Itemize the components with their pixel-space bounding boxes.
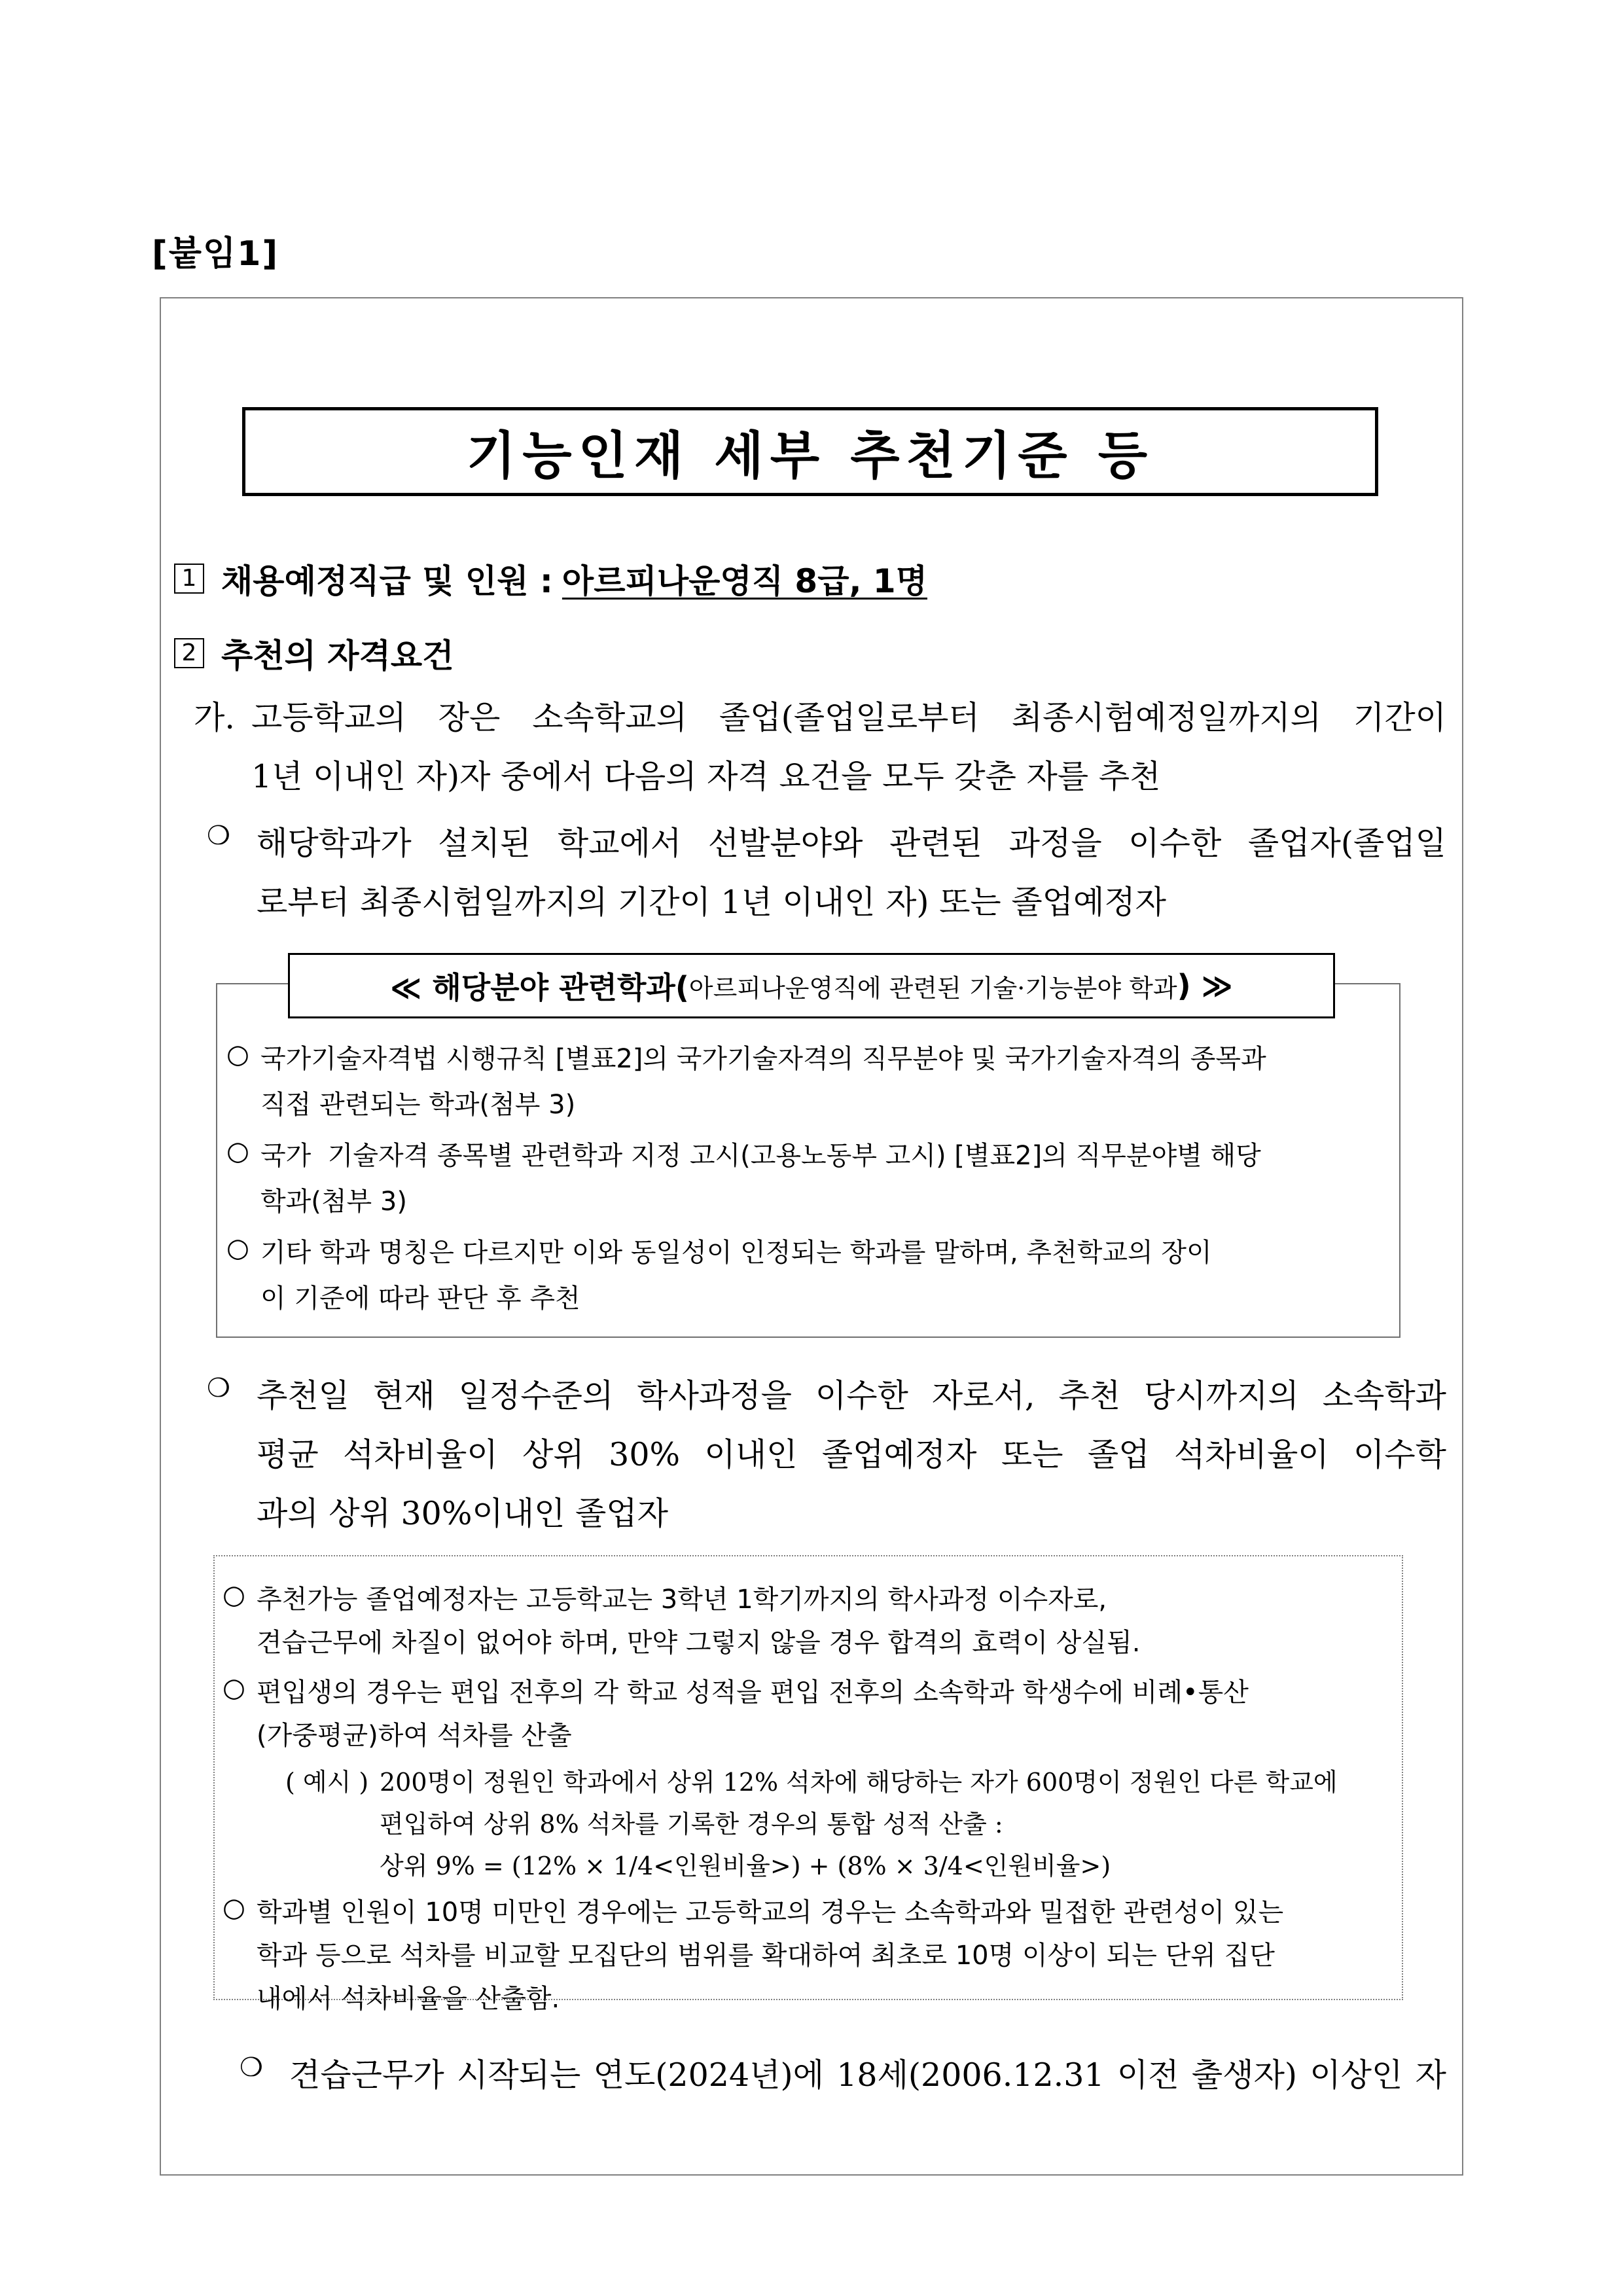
section-2-label: 추천의 자격요건: [221, 637, 454, 675]
box1-title-close: ) ≫: [1177, 968, 1233, 1003]
section-1-value: 아르피나운영직 8급, 1명: [562, 562, 928, 600]
box2-item-2-line-2: (가중평균)하여 석차를 산출: [257, 1721, 572, 1751]
criterion-1-line-1: 해당학과가 설치된 학교에서 선발분야와 관련된 과정을 이수한 졸업자(졸업일: [257, 825, 1446, 862]
box1-item-2-line-2: 학과(첨부 3): [260, 1187, 407, 1217]
criterion-1-line-2: 로부터 최종시험일까지의 기간이 1년 이내인 자) 또는 졸업예정자: [257, 884, 1167, 921]
box2-item-1-line-1: 추천가능 졸업예정자는 고등학교는 3학년 1학기까지의 학사과정 이수자로,: [257, 1585, 1107, 1615]
box1-item-3-line-1: 기타 학과 명칭은 다르지만 이와 동일성이 인정되는 학과를 말하며, 추천학교의 장이: [260, 1238, 1212, 1268]
criterion-1-bullet: ❍: [207, 821, 230, 851]
criterion-3-line-1: 견습근무가 시작되는 연도(2024년)에 18세(2006.12.31 이전 출생자) 이상인 자: [289, 2056, 1446, 2094]
box2-item-2-line-1: 편입생의 경우는 편입 전후의 각 학교 성적을 편입 전후의 소속학과 학생수에 비례•통산: [257, 1677, 1249, 1708]
example-line-3: 상위 9% = (12% × 1/4<인원비율>) + (8% × 3/4<인원비율>): [380, 1852, 1111, 1880]
box2-item-1-line-2: 견습근무에 차질이 없어야 하며, 만약 그렇지 않을 경우 합격의 효력이 상실됨.: [257, 1628, 1141, 1658]
box2-item-3-line-2: 학과 등으로 석차를 비교할 모집단의 범위를 확대하여 최초로 10명 이상이 되는 단위 집단: [257, 1941, 1275, 1971]
box2-item-1-bullet: ○: [223, 1580, 245, 1610]
box2-item-3-line-1: 학과별 인원이 10명 미만인 경우에는 고등학교의 경우는 소속학과와 밀접한 관련성이 있는: [257, 1897, 1284, 1928]
attachment-label: [붙임1]: [152, 234, 279, 274]
example-line-1: 200명이 정원인 학과에서 상위 12% 석차에 해당하는 자가 600명이 정원인 다른 학교에: [380, 1768, 1338, 1797]
box1-item-2-line-1: 국가 기술자격 종목별 관련학과 지정 고시(고용노동부 고시) [별표2]의 직무분야별 해당: [260, 1141, 1261, 1171]
box2-item-2-bullet: ○: [223, 1673, 245, 1703]
box1-item-3-bullet: ○: [226, 1233, 249, 1263]
related-departments-title: [288, 953, 1335, 1018]
box1-item-2-bullet: ○: [226, 1136, 249, 1166]
box2-item-3-bullet: ○: [223, 1893, 245, 1923]
item-ga-line-2: 1년 이내인 자)자 중에서 다음의 자격 요건을 모두 갖춘 자를 추천: [251, 758, 1161, 795]
criterion-2-line-2: 평균 석차비율이 상위 30% 이내인 졸업예정자 또는 졸업 석차비율이 이수학: [257, 1436, 1446, 1473]
section-1-number: 1: [174, 564, 204, 594]
box1-title-open: ≪ 해당분야 관련학과(: [390, 970, 689, 1005]
box1-item-1-line-2: 직접 관련되는 학과(첨부 3): [260, 1090, 576, 1120]
box1-title-detail: 아르피나운영직에 관련된 기술·기능분야 학과: [688, 973, 1177, 1003]
section-2-heading: [174, 630, 454, 677]
box2-item-3-line-3: 내에서 석차비율을 산출함.: [257, 1984, 560, 2014]
item-ga-marker: 가.: [194, 699, 235, 736]
section-2-number: 2: [174, 638, 204, 668]
box1-item-3-line-2: 이 기준에 따라 판단 후 추천: [260, 1283, 580, 1314]
section-1-label: 채용예정직급 및 인원 :: [221, 562, 553, 600]
criterion-2-line-3: 과의 상위 30%이내인 졸업자: [257, 1495, 668, 1532]
criterion-3-bullet: ❍: [240, 2053, 263, 2083]
document-title: 기능인재 세부 추천기준 등: [242, 407, 1378, 496]
criterion-2-line-1: 추천일 현재 일정수준의 학사과정을 이수한 자로서, 추천 당시까지의 소속학과: [257, 1377, 1446, 1414]
example-line-2: 편입하여 상위 8% 석차를 기록한 경우의 통합 성적 산출 :: [380, 1810, 1003, 1839]
section-1-heading: [174, 555, 927, 602]
criterion-2-bullet: ❍: [207, 1373, 230, 1403]
example-label: ( 예시 ): [285, 1768, 369, 1797]
box1-item-1-bullet: ○: [226, 1039, 249, 1069]
item-ga-line-1: 고등학교의 장은 소속학교의 졸업(졸업일로부터 최종시험예정일까지의 기간이: [251, 699, 1446, 736]
box1-item-1-line-1: 국가기술자격법 시행규칙 [별표2]의 국가기술자격의 직무분야 및 국가기술자격의 종목과: [260, 1044, 1266, 1074]
